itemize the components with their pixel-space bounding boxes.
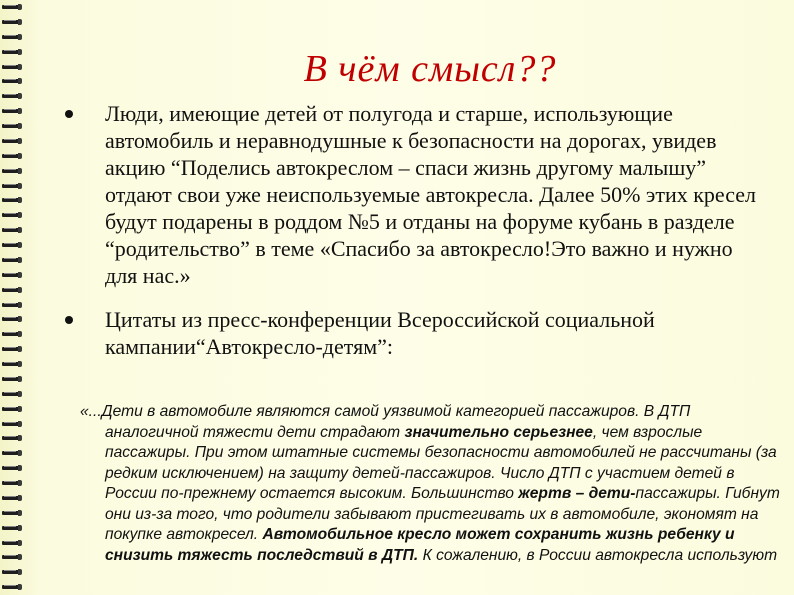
spiral-binding-ring-icon (2, 450, 24, 457)
spiral-binding-ring-icon (2, 242, 24, 249)
spiral-binding-ring-icon (2, 78, 24, 85)
spiral-binding-ring-icon (2, 212, 24, 219)
spiral-binding-ring-icon (2, 510, 24, 517)
spiral-binding-ring-icon (2, 480, 24, 487)
spiral-binding-ring-icon (2, 376, 24, 383)
bullet-text: Цитаты из пресс-конференции Всероссийской социальной кампании“Автокресло-детям”: (105, 307, 655, 359)
spiral-binding-ring-icon (2, 331, 24, 338)
bullet-list (60, 100, 760, 360)
spiral-binding-ring-icon (2, 183, 24, 190)
spiral-binding-ring-icon (2, 19, 24, 26)
spiral-binding-ring-icon (2, 495, 24, 502)
spiral-binding-ring-icon (2, 93, 24, 100)
spiral-binding-ring-icon (2, 4, 24, 11)
press-quote (80, 402, 785, 566)
quote-emphasis: значительно серьезнее (404, 423, 593, 441)
spiral-binding-ring-icon (2, 197, 24, 204)
bullet-item (60, 306, 760, 360)
spiral-binding-ring-icon (2, 257, 24, 264)
spiral-binding (0, 0, 34, 595)
spiral-binding-ring-icon (2, 108, 24, 115)
quote-text: пассажиры. Гибнут они из-за того, что родители забывают пристегивать их в автомобиле, экономят на покупке автокресел. (105, 485, 780, 543)
spiral-binding-ring-icon (2, 272, 24, 279)
spiral-binding-ring-icon (2, 421, 24, 428)
spiral-binding-ring-icon (2, 406, 24, 413)
spiral-binding-ring-icon (2, 64, 24, 71)
spiral-binding-ring-icon (2, 138, 24, 145)
spiral-binding-ring-icon (2, 49, 24, 56)
spiral-binding-ring-icon (2, 123, 24, 130)
quote-text: , чем взрослые пассажиры. При этом штатные системы безопасности автомобилей не рассчитаны (за редким исключением) на защиту детей-пассажиров. Число ДТП с участием детей в России по-прежнему остается высоким. Большинство (105, 423, 777, 502)
spiral-binding-ring-icon (2, 525, 24, 532)
spiral-binding-ring-icon (2, 227, 24, 234)
spiral-binding-ring-icon (2, 465, 24, 472)
spiral-binding-ring-icon (2, 391, 24, 398)
bullet-dot-icon (65, 316, 73, 324)
quote-emphasis: жертв – дети- (518, 485, 636, 502)
spiral-binding-ring-icon (2, 569, 24, 576)
spiral-binding-ring-icon (2, 361, 24, 368)
spiral-binding-ring-icon (2, 153, 24, 160)
bullet-text: Люди, имеющие детей от полугода и старше, использующие автомобиль и неравнодушные к безопасности на дорогах, увидев акцию “Поделись автокреслом – спаси жизнь другому малышу” отдают свои уже неиспользуемые автокресла. Далее 50% этих кресел будут подарены в роддом №5 и отданы на форуме кубань в разделе “родительство” в теме «Спасибо за автокресло!Это важно и нужно для нас.» (105, 101, 756, 288)
spiral-binding-ring-icon (2, 554, 24, 561)
quote-text: «...Дети в автомобиле являются самой уязвимой категорией пассажиров. В ДТП аналогичной тяжести дети страдают (80, 403, 691, 441)
spiral-binding-ring-icon (2, 435, 24, 442)
spiral-binding-ring-icon (2, 584, 24, 591)
spiral-binding-ring-icon (2, 302, 24, 309)
spiral-binding-ring-icon (2, 287, 24, 294)
quote-text: К сожалению, в России автокресла используют (418, 546, 778, 564)
spiral-binding-ring-icon (2, 34, 24, 41)
bullet-item (60, 100, 760, 289)
spiral-binding-ring-icon (2, 346, 24, 353)
quote-emphasis: Автомобильное кресло может сохранить жизнь ребенку и снизить тяжесть последствий в ДТП. (105, 526, 735, 564)
spiral-binding-ring-icon (2, 316, 24, 323)
bullet-dot-icon (65, 110, 73, 118)
spiral-binding-ring-icon (2, 168, 24, 175)
slide-title: В чём смысл?? (303, 48, 557, 90)
spiral-binding-ring-icon (2, 540, 24, 547)
